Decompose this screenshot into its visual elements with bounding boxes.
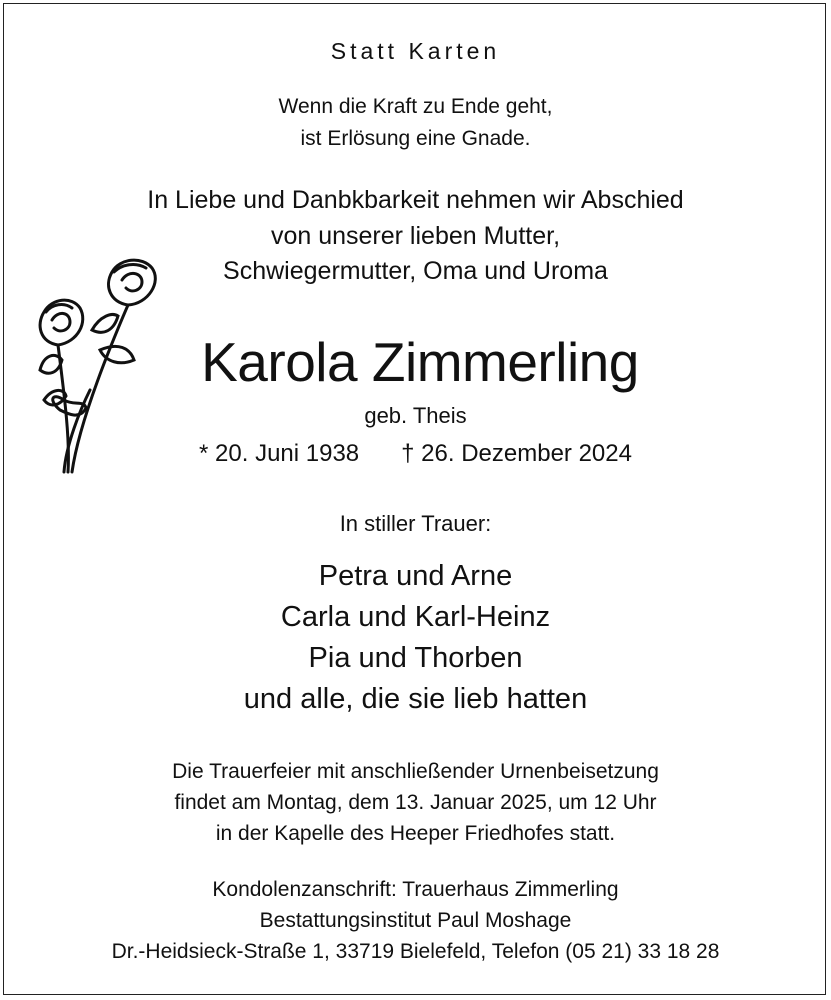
mourner-line-2: Carla und Karl-Heinz [280, 601, 551, 633]
verse-line-2: ist Erlösung eine Gnade. [300, 127, 531, 150]
deceased-name: Karola Zimmerling [201, 331, 639, 393]
mourner-line-4: und alle, die sie lieb hatten [243, 683, 588, 715]
mourner-line-1: Petra und Arne [318, 560, 513, 592]
death-date: † 26. Dezember 2024 [401, 440, 632, 467]
birth-date: * 20. Juni 1938 [199, 440, 360, 467]
ceremony-line-1: Die Trauerfeier mit anschließender Urnenbeisetzung [172, 760, 659, 783]
verse-line-1: Wenn die Kraft zu Ende geht, [278, 95, 553, 118]
mourners-heading: In stiller Trauer: [339, 511, 492, 536]
intro-line-3: Schwiegermutter, Oma und Uroma [223, 257, 608, 285]
condolence-line-1: Kondolenzanschrift: Trauerhaus Zimmerling [212, 878, 619, 901]
ceremony-line-2: findet am Montag, dem 13. Januar 2025, um 12 Uhr [174, 791, 657, 814]
notice-header: Statt Karten [330, 38, 501, 64]
intro-line-2: von unserer lieben Mutter, [270, 222, 561, 250]
birth-name: geb. Theis [364, 403, 467, 428]
dates-row [0, 440, 831, 468]
ceremony-line-3: in der Kapelle des Heeper Friedhofes statt. [215, 822, 616, 845]
notice-border [3, 3, 826, 995]
mourner-line-3: Pia und Thorben [308, 642, 523, 674]
intro-line-1: In Liebe und Danbkbarkeit nehmen wir Abschied [147, 186, 684, 214]
condolence-line-2: Bestattungsinstitut Paul Moshage [259, 909, 572, 932]
condolence-line-3: Dr.-Heidsieck-Straße 1, 33719 Bielefeld, Telefon (05 21) 33 18 28 [111, 940, 720, 963]
